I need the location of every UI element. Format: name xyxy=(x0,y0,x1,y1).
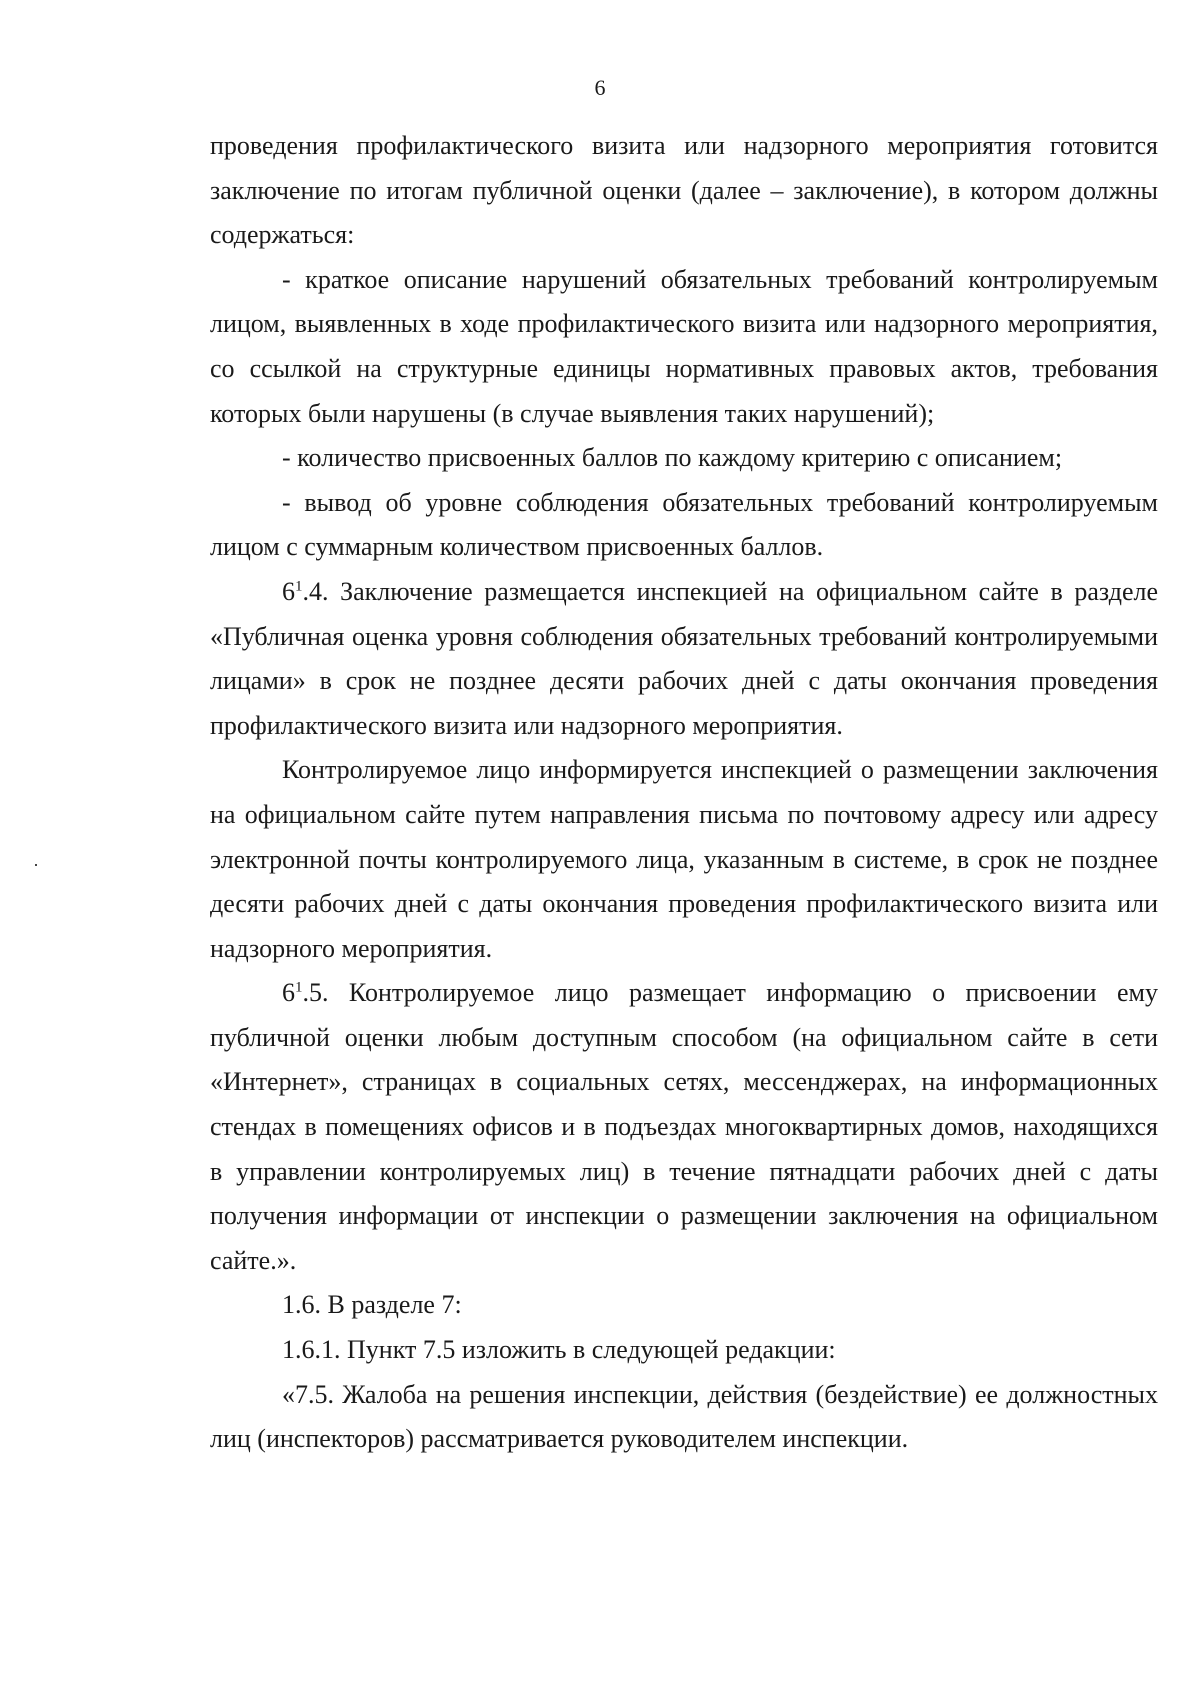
list-item-points-count: - количество присвоенных баллов по каждому критерию с описанием; xyxy=(282,443,1063,473)
page-number: 6 xyxy=(594,75,606,100)
clause-6-1-4 xyxy=(210,570,1158,748)
clause-6-1-5 xyxy=(210,971,1158,1283)
clause-number: $6^1.4$. xyxy=(282,576,329,606)
list-item-violations-description: - краткое описание нарушений обязательных требований контролируемым лицом, выявленных в ходе профилактического визита или надзорного мероприятия, со ссылкой на структурные единицы нормативных правовых актов, требования которых были нарушены (в случае выявления таких нарушений); xyxy=(210,264,1158,428)
paragraph-notification: Контролируемое лицо информируется инспекцией о размещении заключения на официальном сайте путем направления письма по почтовому адресу или адресу электронной почты контролируемого лица, указанным в системе, в срок не позднее десяти рабочих дней с даты окончания проведения профилактического визита или надзорного мероприятия. xyxy=(210,755,1158,963)
clause-text: Заключение размещается инспекцией на официальном сайте в разделе «Публичная оценка уровня соблюдения обязательных требований контролируемыми лицами» в срок не позднее десяти рабочих дней с даты окончания проведения профилактического визита или надзорного мероприятия. xyxy=(210,576,1158,740)
scan-speck xyxy=(35,864,37,866)
list-item-compliance-conclusion: - вывод об уровне соблюдения обязательных требований контролируемым лицом с суммарным количеством присвоенных баллов. xyxy=(210,487,1158,562)
clause-number: $6^1.5$. xyxy=(282,978,329,1008)
clause-1-6: 1.6. В разделе 7: xyxy=(282,1290,462,1320)
document-body xyxy=(210,124,1158,1462)
clause-7-5: «7.5. Жалоба на решения инспекции, действия (бездействие) ее должностных лиц (инспекторов) рассматривается руководителем инспекции. xyxy=(210,1379,1158,1454)
paragraph-continuation: проведения профилактического визита или надзорного мероприятия готовится заключение по итогам публичной оценки (далее – заключение), в котором должны содержаться: xyxy=(210,131,1158,250)
clause-text: Контролируемое лицо размещает информацию о присвоении ему публичной оценки любым доступным способом (на официальном сайте в сети «Интернет», страницах в социальных сетях, мессенджерах, на информационных стендах в помещениях офисов и в подъездах многоквартирных домов, находящихся в управлении контролируемых лиц) в течение пятнадцати рабочих дней с даты получения информации от инспекции о размещении заключения на официальном сайте.». xyxy=(210,978,1158,1275)
clause-1-6-1: 1.6.1. Пункт 7.5 изложить в следующей редакции: xyxy=(282,1335,836,1365)
